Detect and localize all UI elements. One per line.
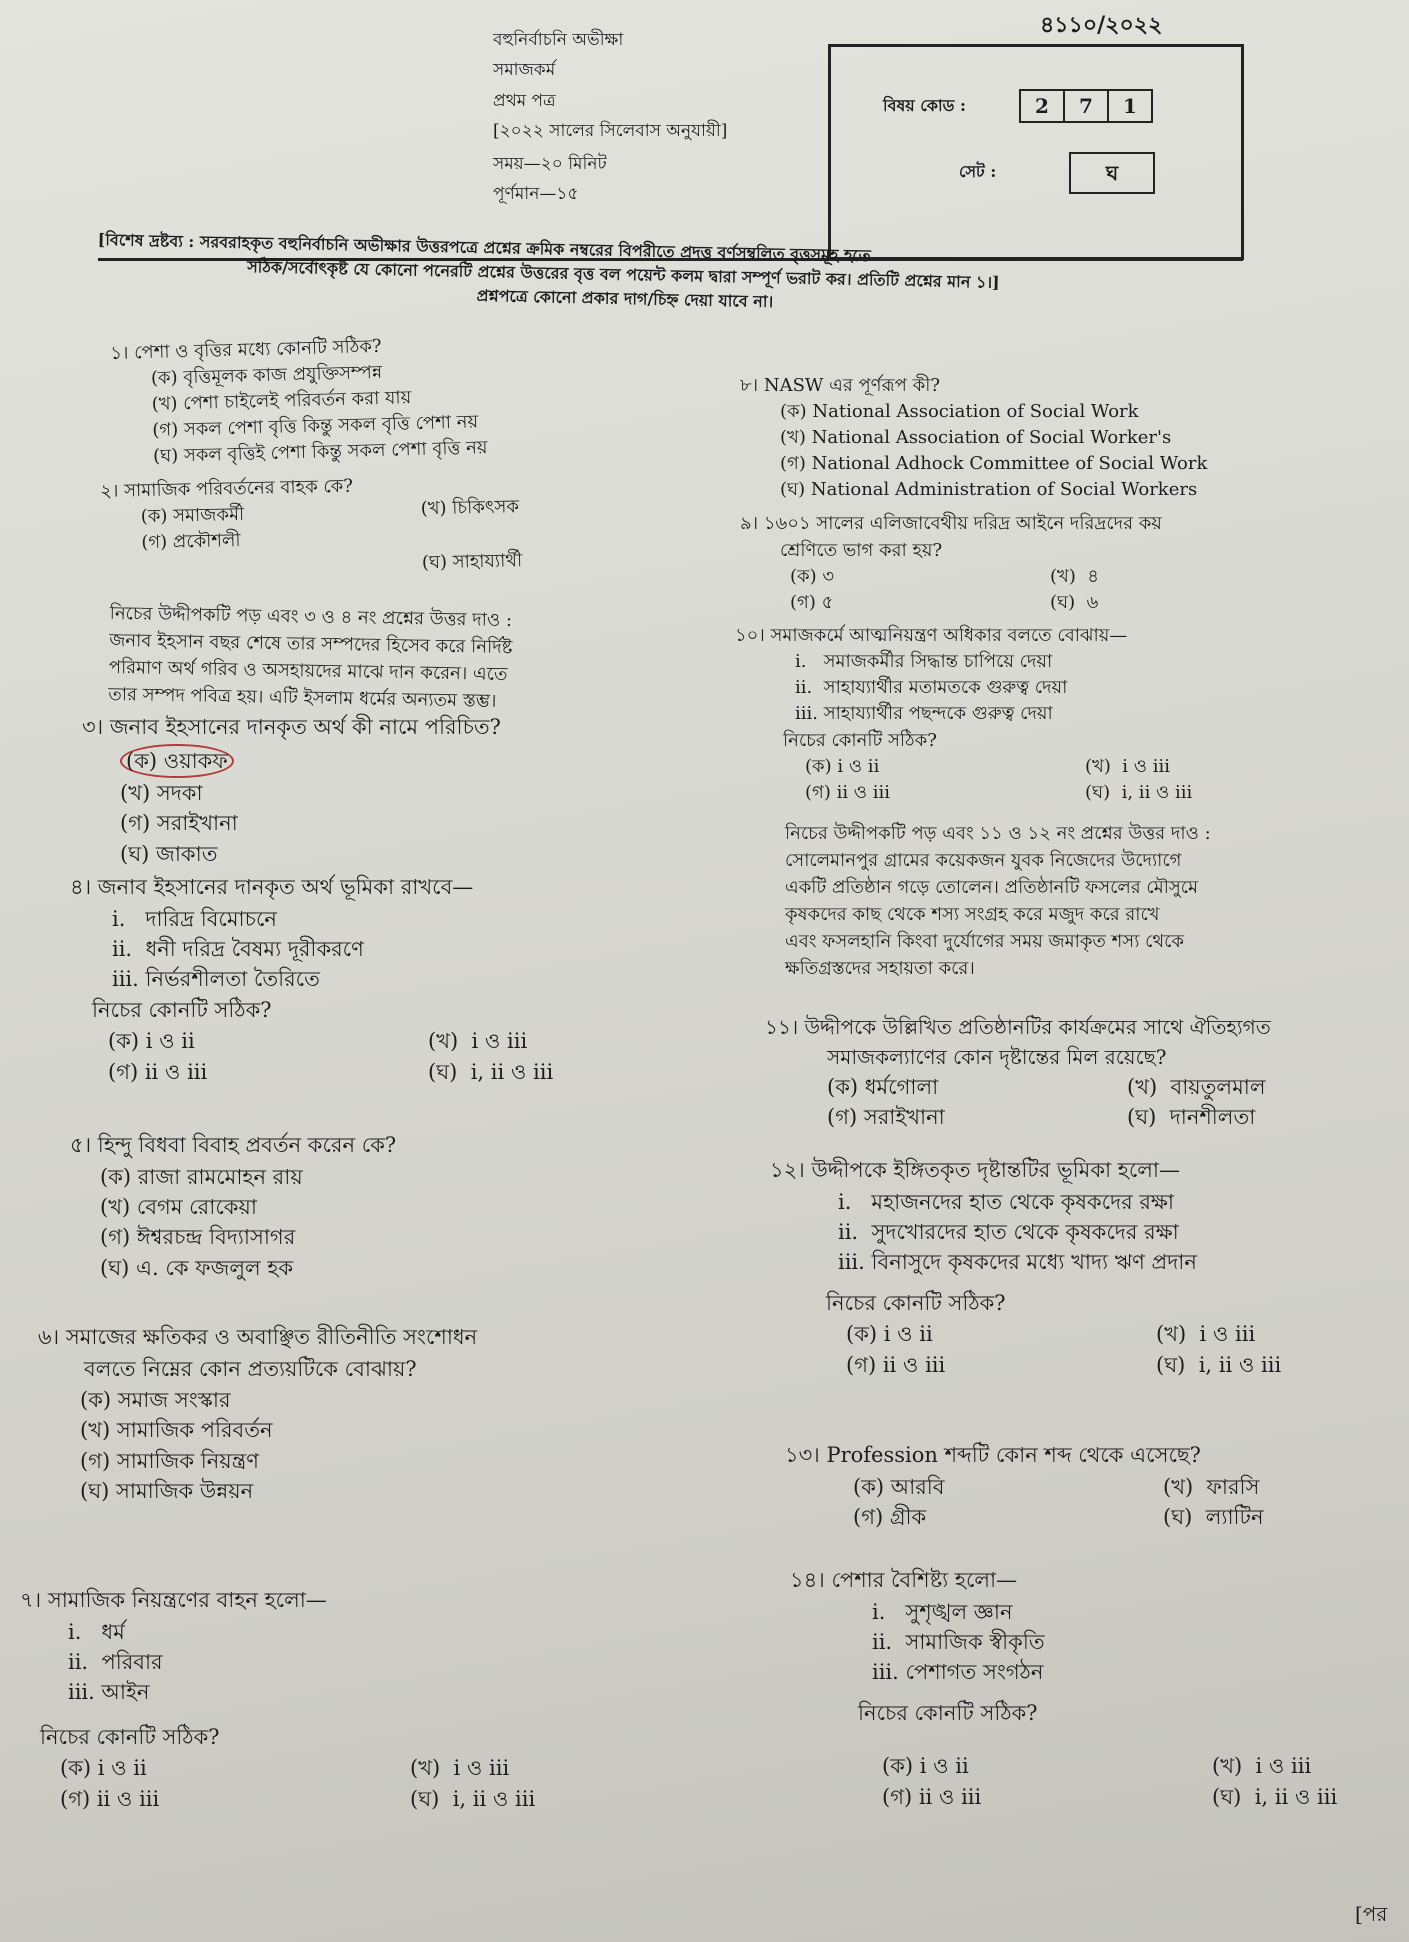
option-ka: (ক) ধর্মগোলা — [827, 1075, 939, 1099]
full-marks: পূর্ণমান—১৫ — [493, 183, 579, 204]
option-ga: (গ) National Adhock Committee of Social Work — [780, 453, 1208, 475]
option-ga: (গ) ঈশ্বরচন্দ্র বিদ্যাসাগর — [100, 1225, 296, 1250]
question-13 — [785, 1440, 1264, 1532]
option-kha: (খ) বায়তুলমাল — [1127, 1075, 1266, 1099]
option-ga: (গ) ii ও iii — [846, 1352, 946, 1377]
set-value: ঘ — [1069, 152, 1155, 194]
question-text: ৯। ১৬০১ সালের এলিজাবেথীয় দরিদ্র আইনে দরিদ্রদের কয় — [740, 513, 1162, 534]
option-kha: (খ) ফারসি — [1163, 1474, 1260, 1499]
option-kha: (খ) i ও iii — [428, 1029, 528, 1054]
question-text: ৮। NASW এর পূর্ণরূপ কী? — [740, 375, 941, 396]
subject-name: সমাজকর্ম — [493, 60, 556, 81]
question-9 — [740, 510, 1162, 616]
code-digit: 7 — [1063, 91, 1107, 121]
question-text-cont: বলতে নিম্নের কোন প্রত্যয়টিকে বোঝায়? — [84, 1356, 417, 1381]
statement-iii: iii. বিনাসুদে কৃষকদের মধ্যে খাদ্য ঋণ প্রদান — [838, 1250, 1197, 1275]
set-label: সেট : — [959, 162, 997, 181]
next-page-marker: [পর — [1355, 1902, 1388, 1926]
statement-ii: ii. ধনী দরিদ্র বৈষম্য দূরীকরণে — [112, 936, 364, 961]
question-prompt: নিচের কোনটি সঠিক? — [783, 730, 937, 752]
question-text: ৫। হিন্দু বিধবা বিবাহ প্রবর্তন করেন কে? — [70, 1133, 397, 1157]
statement-ii: ii. সাহায্যার্থীর মতামতকে গুরুত্ব দেয়া — [795, 677, 1068, 699]
option-ga: (গ) সকল পেশা বৃত্তি কিন্তু সকল বৃত্তি পেশা নয় — [152, 411, 479, 442]
instruction-line: [বিশেষ দ্রষ্টব্য : সরবরাহকৃত বহুনির্বাচনি অভীক্ষার উত্তরপত্রে প্রশ্নের ক্রমিক নম্বরের বিপরীতে প্রদত্ত বর্ণসম্বলিত বৃত্তসমূহ হতে — [97, 229, 871, 266]
question-prompt: নিচের কোনটি সঠিক? — [92, 997, 272, 1022]
question-14 — [790, 1565, 1337, 1812]
option-ga: (গ) প্রকৌশলী — [141, 530, 241, 554]
question-10 — [735, 622, 1192, 806]
question-text: ১৪। পেশার বৈশিষ্ট্য হলো— — [790, 1568, 1018, 1592]
option-kha: (খ) সামাজিক পরিবর্তন — [80, 1418, 273, 1443]
stimulus-line: তার সম্পদ পবিত্র হয়। এটি ইসলাম ধর্মের অন্যতম স্তম্ভ। — [108, 683, 497, 712]
option-gha: (ঘ) সাহায্যার্থী — [421, 550, 523, 574]
option-ga: (গ) ii ও iii — [882, 1784, 982, 1809]
option-gha: (ঘ) i, ii ও iii — [1212, 1784, 1338, 1809]
question-text: ৪। জনাব ইহসানের দানকৃত অর্থ ভূমিকা রাখবে— — [70, 875, 474, 899]
stimulus-line: ক্ষতিগ্রস্তদের সহায়তা করে। — [785, 958, 975, 979]
question-prompt: নিচের কোনটি সঠিক? — [858, 1700, 1038, 1725]
option-ka: (ক) আরবি — [853, 1474, 945, 1499]
question-2 — [100, 469, 522, 583]
option-gha: (ঘ) এ. কে ফজলুল হক — [100, 1255, 294, 1280]
code-digit: 1 — [1107, 91, 1151, 121]
stimulus-line: জনাব ইহসান বছর শেষে তার সম্পদের হিসেব করে নির্দিষ্ট — [109, 629, 513, 659]
stimulus-11-12 — [785, 820, 1385, 982]
stimulus-lead: নিচের উদ্দীপকটি পড় এবং ১১ ও ১২ নং প্রশ্নের উত্তর দাও : — [785, 823, 1211, 844]
option-kha: (খ) বেগম রোকেয়া — [100, 1194, 257, 1219]
paper-code: ৪১১০/২০২২ — [1040, 12, 1163, 38]
statement-i: i. সুশৃঙ্খল জ্ঞান — [872, 1599, 1013, 1624]
exam-header — [493, 30, 727, 204]
option-ka: (ক) i ও ii — [108, 1029, 195, 1054]
option-gha: (ঘ) ল্যাটিন — [1163, 1504, 1264, 1529]
question-text: ১৩। Profession শব্দটি কোন শব্দ থেকে এসেছে? — [785, 1443, 1201, 1467]
option-ga: (গ) সামাজিক নিয়ন্ত্রণ — [80, 1448, 259, 1473]
option-kha: (খ) i ও iii — [1212, 1754, 1312, 1779]
option-gha: (ঘ) জাকাত — [120, 841, 218, 866]
question-text: ১১। উদ্দীপকে উল্লিখিত প্রতিষ্ঠানটির কার্যক্রমের সাথে ঐতিহ্যগত — [765, 1015, 1271, 1039]
question-3 — [82, 712, 501, 869]
option-ka: (ক) i ও ii — [846, 1322, 933, 1347]
option-kha: (খ) পেশা চাইলেই পরিবর্তন করা যায় — [151, 387, 412, 416]
option-ka: (ক) i ও ii — [882, 1754, 969, 1779]
subject-code-label: বিষয় কোড : — [883, 96, 966, 115]
question-text: ২। সামাজিক পরিবর্তনের বাহক কে? — [100, 475, 354, 502]
option-ga: (গ) সরাইখানা — [120, 811, 238, 836]
statement-iii: iii. আইন — [68, 1680, 150, 1705]
option-ga: (গ) গ্রীক — [853, 1504, 927, 1529]
question-7 — [20, 1585, 535, 1814]
exam-type: বহুনির্বাচনি অভীক্ষা — [493, 30, 624, 50]
instruction-line: প্রশ্নপত্রে কোনো প্রকার দাগ/চিহ্ন দেয়া যাবে না। — [476, 285, 774, 312]
question-6 — [38, 1322, 698, 1507]
option-kha: (খ) সদকা — [120, 780, 203, 805]
option-gha: (ঘ) দানশীলতা — [1127, 1105, 1256, 1130]
option-ka: (ক) i ও ii — [60, 1756, 147, 1781]
option-ga: (গ) সরাইখানা — [827, 1105, 945, 1130]
option-kha: (খ) ৪ — [1050, 566, 1099, 587]
statement-i: i. সমাজকর্মীর সিদ্ধান্ত চাপিয়ে দেয়া — [795, 651, 1053, 672]
option-gha: (ঘ) সকল বৃত্তিই পেশা কিন্তু সকল পেশা বৃত্তি নয় — [152, 437, 488, 468]
statement-ii: ii. পরিবার — [68, 1649, 163, 1674]
question-text-cont: সমাজকল্যাণের কোন দৃষ্টান্তের মিল রয়েছে? — [827, 1045, 1167, 1069]
option-ka: (ক) i ও ii — [805, 756, 880, 778]
option-ka: (ক) ওয়াকফ — [126, 748, 228, 773]
stimulus-line: কৃষকদের কাছ থেকে শস্য সংগ্রহ করে মজুদ করে রাখে — [785, 904, 1160, 925]
question-8 — [740, 372, 1207, 503]
stimulus-line: পরিমাণ অর্থ গরিব ও অসহায়দের মাঝে দান করেন। এতে — [108, 656, 508, 685]
option-kha: (খ) National Association of Social Worker's — [780, 427, 1172, 449]
question-prompt: নিচের কোনটি সঠিক? — [40, 1724, 220, 1749]
option-gha: (ঘ) i, ii ও iii — [410, 1786, 536, 1811]
option-ka: (ক) বৃত্তিমূলক কাজ প্রযুক্তিসম্পন্ন — [150, 361, 383, 389]
option-ka: (ক) সমাজকর্মী — [140, 503, 245, 528]
subject-code-digits — [1019, 89, 1153, 123]
syllabus-note: [২০২২ সালের সিলেবাস অনুযায়ী] — [493, 121, 728, 142]
question-prompt: নিচের কোনটি সঠিক? — [826, 1290, 1006, 1315]
statement-iii: iii. নির্ভরশীলতা তৈরিতে — [112, 967, 320, 992]
question-1 — [110, 330, 488, 471]
option-gha: (ঘ) ৬ — [1050, 592, 1099, 614]
option-gha: (ঘ) i, ii ও iii — [1085, 782, 1193, 804]
question-text: ১২। উদ্দীপকে ইঙ্গিতকৃত দৃষ্টান্তটির ভূমিকা হলো— — [770, 1158, 1181, 1182]
question-12 — [770, 1155, 1281, 1380]
option-ga: (গ) ii ও iii — [60, 1786, 160, 1811]
question-text-cont: শ্রেণিতে ভাগ করা হয়? — [780, 540, 943, 561]
option-kha: (খ) i ও iii — [1156, 1322, 1256, 1347]
option-kha: (খ) i ও iii — [410, 1756, 510, 1781]
subject-code-box — [828, 44, 1244, 260]
question-4 — [70, 872, 553, 1087]
statement-i: i. দারিদ্র বিমোচনে — [112, 906, 277, 931]
statement-iii: iii. সাহায্যার্থীর পছন্দকে গুরুত্ব দেয়া — [795, 703, 1053, 725]
question-text: ৬। সমাজের ক্ষতিকর ও অবাঞ্ছিত রীতিনীতি সংশোধন — [38, 1325, 478, 1349]
time-limit: সময়—২০ মিনিট — [493, 153, 607, 174]
code-digit: 2 — [1035, 94, 1049, 118]
question-11 — [765, 1012, 1405, 1133]
answer-mark — [120, 744, 234, 778]
statement-i: i. ধর্ম — [68, 1619, 125, 1644]
option-ka: (ক) রাজা রামমোহন রায় — [100, 1164, 303, 1189]
statement-i: i. মহাজনদের হাত থেকে কৃষকদের রক্ষা — [838, 1189, 1175, 1214]
instruction-line: সঠিক/সর্বোৎকৃষ্ট যে কোনো পনেরটি প্রশ্নের উত্তরের বৃত্ত বল পয়েন্ট কলম দ্বারা সম্পূর্ণ ভরাট কর। প্রতিটি প্রশ্নের মান ১।] — [247, 257, 1000, 292]
question-text: ৭। সামাজিক নিয়ন্ত্রণের বাহন হলো— — [20, 1588, 327, 1612]
option-gha: (ঘ) সামাজিক উন্নয়ন — [80, 1479, 254, 1504]
stimulus-lead: নিচের উদ্দীপকটি পড় এবং ৩ ও ৪ নং প্রশ্নের উত্তর দাও : — [109, 602, 513, 632]
question-text: ১০। সমাজকর্মে আত্মনিয়ন্ত্রণ অধিকার বলতে বোঝায়— — [735, 625, 1128, 646]
option-ga: (গ) ৫ — [790, 592, 834, 614]
statement-ii: ii. সুদখোরদের হাত থেকে কৃষকদের রক্ষা — [838, 1219, 1179, 1244]
option-gha: (ঘ) i, ii ও iii — [428, 1059, 554, 1084]
statement-ii: ii. সামাজিক স্বীকৃতি — [872, 1629, 1045, 1654]
option-gha: (ঘ) i, ii ও iii — [1156, 1352, 1282, 1377]
stimulus-line: এবং ফসলহানি কিংবা দুর্যোগের সময় জমাকৃত শস্য থেকে — [785, 931, 1184, 952]
option-ka: (ক) সমাজ সংস্কার — [80, 1388, 231, 1412]
question-5 — [70, 1130, 396, 1283]
option-ga: (গ) ii ও iii — [805, 782, 891, 804]
option-kha: (খ) i ও iii — [1085, 756, 1171, 778]
option-ga: (গ) ii ও iii — [108, 1059, 208, 1084]
question-text: ৩। জনাব ইহসানের দানকৃত অর্থ কী নামে পরিচিত? — [82, 715, 501, 739]
option-ka: (ক) National Association of Social Work — [780, 401, 1139, 422]
stimulus-3-4 — [108, 600, 690, 718]
paper-name: প্রথম পত্র — [493, 90, 556, 111]
question-text: ১। পেশা ও বৃত্তির মধ্যে কোনটি সঠিক? — [110, 335, 382, 364]
statement-iii: iii. পেশাগত সংগঠন — [872, 1660, 1044, 1685]
option-ka: (ক) ৩ — [790, 566, 835, 587]
stimulus-line: সোলেমানপুর গ্রামের কয়েকজন যুবক নিজেদের উদ্যোগে — [785, 850, 1182, 871]
option-kha: (খ) চিকিৎসক — [420, 496, 520, 520]
option-gha: (ঘ) National Administration of Social Workers — [780, 479, 1198, 501]
stimulus-line: একটি প্রতিষ্ঠান গড়ে তোলেন। প্রতিষ্ঠানটি ফসলের মৌসুমে — [785, 877, 1198, 898]
